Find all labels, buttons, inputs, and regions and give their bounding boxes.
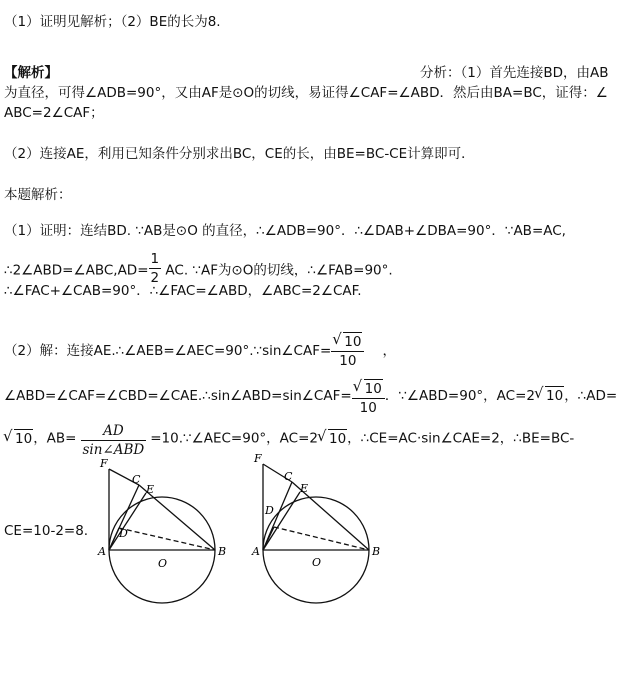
solution-title: 本题解析： xyxy=(4,187,72,203)
half-num: 1 xyxy=(150,251,160,267)
analysis-tag: 【解析】 xyxy=(4,65,58,81)
sqrt-symbol: √ 10 xyxy=(535,386,564,405)
label-o: O xyxy=(312,556,322,569)
label-a: A xyxy=(252,545,260,558)
analysis-p1-b: 为直径，可得∠ADB=90°，又由AF是⊙O的切线，易证得∠CAF=∠ABD．然后由BA=BC，证得：∠ xyxy=(4,85,608,101)
sol2-line-2 xyxy=(4,377,617,415)
segment-db xyxy=(274,527,369,550)
label-d: D xyxy=(119,527,128,540)
sol2-line-3-c: ，∴CE=AC·sin∠CAE=2，∴BE=BC- xyxy=(347,430,575,447)
sol2-line-1-b: ， xyxy=(382,343,396,359)
analysis-label-row xyxy=(420,64,609,82)
label-f: F xyxy=(100,457,108,470)
label-a: A xyxy=(98,545,106,558)
sqrt-symbol: √ 10 xyxy=(318,429,347,448)
answer-line: （1）证明见解析；（2）BE的长为8. xyxy=(4,14,221,30)
sqrt10-over-10-fraction: √ $\frac{10}{10}$ xyxy=(331,332,364,370)
label-b: B xyxy=(372,545,381,558)
sqrt-symbol: √ 10 xyxy=(4,429,33,448)
figure-1 xyxy=(92,455,234,615)
segment-ae xyxy=(109,493,146,550)
label-c: C xyxy=(132,473,141,486)
label-c: C xyxy=(284,470,293,483)
label-d: D xyxy=(265,504,274,517)
analysis-p2: （2）连接AE，利用已知条件分别求出BC，CE的长，由BE=BC-CE计算即可． xyxy=(4,146,475,162)
label-b: B xyxy=(218,545,227,558)
sqrt10-over-10-fraction-2: √ $\frac{10}{10}$ xyxy=(352,379,385,417)
sol2-line-1-a: （2）解：连接AE.∴∠AEB=∠AEC=90°.∵sin∠CAF= xyxy=(4,343,332,359)
sol2-line-1 xyxy=(4,332,396,370)
sol2-line-2-b: ．∵∠ABD=90°，AC=2 xyxy=(384,388,535,404)
segment-ae xyxy=(263,492,300,550)
label-e: E xyxy=(300,482,309,495)
analysis-label: 分析： xyxy=(420,65,461,81)
label-f: F xyxy=(254,452,262,465)
half-den: 2 xyxy=(150,270,160,286)
proof-line-1: （1）证明：连结BD. ∵AB是⊙O 的直径，∴∠ADB=90°．∴∠DAB+∠DBA=90°．∵AB=AC, xyxy=(4,223,566,239)
label-e: E xyxy=(146,483,155,496)
figure-2 xyxy=(246,450,388,610)
analysis-p1-a: （1）首先连接BD，由AB xyxy=(460,65,609,81)
sqrt-symbol: √ 10 xyxy=(333,332,362,351)
sol2-line-2-c: ，∴AD= xyxy=(564,388,618,404)
sol2-line-3-b: =10.∵∠AEC=90°，AC=2 xyxy=(150,430,318,447)
sol2-line-3-a: ，AB= xyxy=(33,430,77,447)
proof-line-3: ∴∠FAC+∠CAB=90°．∴∠FAC=∠ABD，∠ABC=2∠CAF. xyxy=(4,283,362,299)
proof-line-2-a: ∴2∠ABD=∠ABC,AD= xyxy=(4,262,149,279)
sol2-line-4: CE=10-2=8. xyxy=(4,523,89,539)
sol2-line-2-a: ∠ABD=∠CAF=∠CBD=∠CAE.∴sin∠ABD=sin∠CAF= xyxy=(4,388,352,404)
analysis-p1-c: ABC=2∠CAF； xyxy=(4,105,104,121)
proof-line-2-b: AC. ∵AF为⊙O的切线，∴∠FAB=90°. xyxy=(161,262,393,279)
segment-db xyxy=(119,528,215,550)
ad-over-sin-fraction: $\frac{AD}{\text{sin∠ABD}}$ xyxy=(82,423,145,458)
sqrt-symbol: √ 10 xyxy=(354,379,383,398)
label-o: O xyxy=(158,557,168,570)
